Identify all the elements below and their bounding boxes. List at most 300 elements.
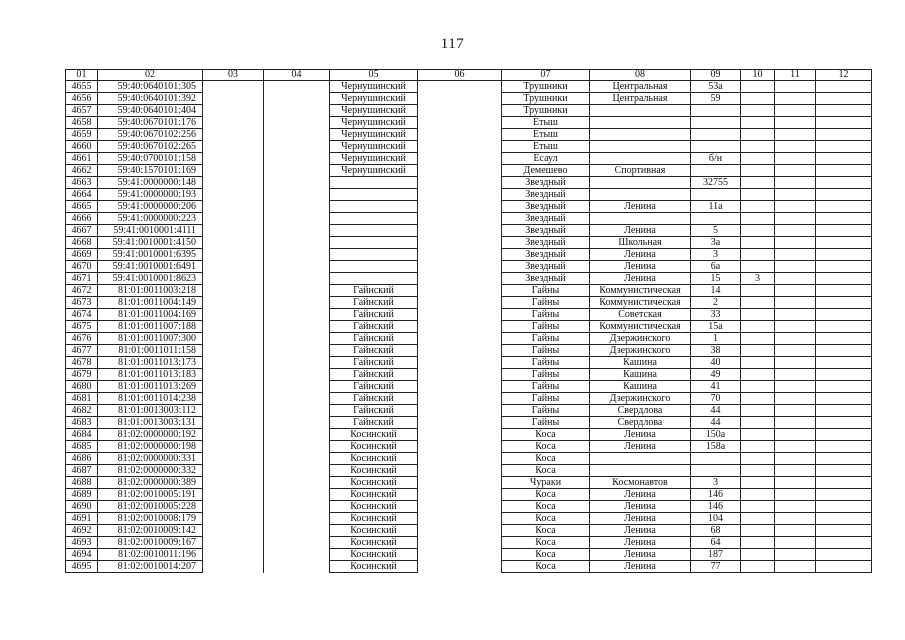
table-row	[66, 561, 872, 573]
table-row	[66, 453, 872, 465]
cell-col-8: Дзержинского	[590, 345, 691, 357]
cell-col-1: 4695	[66, 561, 98, 573]
cell-col-5: Косинский	[330, 513, 418, 525]
cell-col-5: Чернушинский	[330, 129, 418, 141]
cell-col-5: Косинский	[330, 537, 418, 549]
cell-col-5: Косинский	[330, 453, 418, 465]
cell-col-4	[264, 81, 330, 93]
cell-col-9: 77	[691, 561, 741, 573]
cell-col-7: Гайны	[502, 321, 590, 333]
cell-col-3	[203, 405, 264, 417]
cell-col-5: Гайнский	[330, 285, 418, 297]
cell-col-5: Гайнский	[330, 381, 418, 393]
cell-col-2: 81:02:0010009:142	[98, 525, 203, 537]
table-row	[66, 477, 872, 489]
cell-col-7: Чураки	[502, 477, 590, 489]
cell-col-10	[741, 201, 775, 213]
cell-col-1: 4662	[66, 165, 98, 177]
cell-col-5: Гайнский	[330, 309, 418, 321]
cell-col-4	[264, 501, 330, 513]
cell-col-9	[691, 105, 741, 117]
cell-col-10	[741, 141, 775, 153]
cell-col-10	[741, 477, 775, 489]
cell-col-7: Звездный	[502, 201, 590, 213]
table-row	[66, 333, 872, 345]
cell-col-1: 4690	[66, 501, 98, 513]
cell-col-7: Звездный	[502, 213, 590, 225]
cell-col-4	[264, 441, 330, 453]
cell-col-8	[590, 153, 691, 165]
cell-col-1: 4688	[66, 477, 98, 489]
cell-col-7: Гайны	[502, 369, 590, 381]
cell-col-4	[264, 165, 330, 177]
cell-col-5: Косинский	[330, 465, 418, 477]
cell-col-11	[775, 441, 816, 453]
cell-col-8	[590, 105, 691, 117]
cell-col-7: Звездный	[502, 177, 590, 189]
cell-col-3	[203, 477, 264, 489]
cell-col-1: 4687	[66, 465, 98, 477]
column-header-11: 11	[775, 70, 816, 81]
table-row	[66, 357, 872, 369]
cell-col-11	[775, 333, 816, 345]
cell-col-1: 4680	[66, 381, 98, 393]
cell-col-8: Коммунистическая	[590, 285, 691, 297]
cell-col-8: Космонавтов	[590, 477, 691, 489]
table-row	[66, 417, 872, 429]
cell-col-2: 81:01:0011014:238	[98, 393, 203, 405]
cell-col-3	[203, 441, 264, 453]
cell-col-8	[590, 141, 691, 153]
cell-col-3	[203, 189, 264, 201]
table-row	[66, 237, 872, 249]
table-row	[66, 117, 872, 129]
cell-col-11	[775, 309, 816, 321]
cell-col-12	[816, 537, 872, 549]
cell-col-5: Гайнский	[330, 345, 418, 357]
cell-col-4	[264, 561, 330, 573]
cell-col-8: Свердлова	[590, 405, 691, 417]
cell-col-4	[264, 477, 330, 489]
cell-col-8: Ленина	[590, 501, 691, 513]
cell-col-12	[816, 393, 872, 405]
cell-col-7: Гайны	[502, 285, 590, 297]
cell-col-5	[330, 237, 418, 249]
cell-col-4	[264, 453, 330, 465]
cell-col-6	[418, 405, 502, 417]
cell-col-5	[330, 249, 418, 261]
cell-col-5: Чернушинский	[330, 117, 418, 129]
cell-col-2: 59:41:0000000:193	[98, 189, 203, 201]
cell-col-12	[816, 165, 872, 177]
cell-col-2: 59:41:0000000:223	[98, 213, 203, 225]
cell-col-1: 4689	[66, 489, 98, 501]
table-row	[66, 405, 872, 417]
cell-col-8: Ленина	[590, 273, 691, 285]
cell-col-4	[264, 93, 330, 105]
cell-col-10	[741, 345, 775, 357]
cell-col-2: 59:41:0010001:6395	[98, 249, 203, 261]
cell-col-10	[741, 549, 775, 561]
cell-col-2: 59:40:0670102:265	[98, 141, 203, 153]
cell-col-6	[418, 297, 502, 309]
table-row	[66, 201, 872, 213]
cell-col-8: Дзержинского	[590, 333, 691, 345]
cell-col-11	[775, 321, 816, 333]
cell-col-10	[741, 153, 775, 165]
cell-col-3	[203, 561, 264, 573]
cell-col-2: 81:01:0011007:188	[98, 321, 203, 333]
table-row	[66, 129, 872, 141]
cell-col-3	[203, 93, 264, 105]
cell-col-2: 81:01:0011004:149	[98, 297, 203, 309]
cell-col-5	[330, 273, 418, 285]
cell-col-7: Гайны	[502, 393, 590, 405]
cell-col-12	[816, 321, 872, 333]
cell-col-10	[741, 333, 775, 345]
cell-col-1: 4673	[66, 297, 98, 309]
cell-col-6	[418, 561, 502, 573]
cell-col-7: Гайны	[502, 297, 590, 309]
cell-col-2: 59:41:0010001:4150	[98, 237, 203, 249]
cell-col-4	[264, 261, 330, 273]
cell-col-3	[203, 369, 264, 381]
cell-col-5: Гайнский	[330, 393, 418, 405]
table-row	[66, 177, 872, 189]
cell-col-9: 3	[691, 477, 741, 489]
cell-col-4	[264, 513, 330, 525]
cell-col-6	[418, 273, 502, 285]
table-row	[66, 273, 872, 285]
cell-col-3	[203, 129, 264, 141]
cell-col-11	[775, 501, 816, 513]
cell-col-2: 59:40:0700101:158	[98, 153, 203, 165]
cell-col-2: 81:02:0010014:207	[98, 561, 203, 573]
cell-col-3	[203, 297, 264, 309]
table-row	[66, 297, 872, 309]
cell-col-8: Ленина	[590, 441, 691, 453]
cell-col-7: Трушники	[502, 81, 590, 93]
cell-col-11	[775, 525, 816, 537]
cell-col-7: Коса	[502, 549, 590, 561]
cell-col-3	[203, 549, 264, 561]
cell-col-11	[775, 165, 816, 177]
cell-col-4	[264, 381, 330, 393]
cell-col-7: Коса	[502, 489, 590, 501]
cell-col-6	[418, 129, 502, 141]
cell-col-11	[775, 117, 816, 129]
cell-col-11	[775, 381, 816, 393]
cell-col-5: Гайнский	[330, 405, 418, 417]
cell-col-12	[816, 225, 872, 237]
cell-col-10	[741, 105, 775, 117]
cell-col-10	[741, 237, 775, 249]
cell-col-5: Чернушинский	[330, 141, 418, 153]
cell-col-1: 4663	[66, 177, 98, 189]
cell-col-4	[264, 537, 330, 549]
cell-col-8: Центральная	[590, 81, 691, 93]
table-row	[66, 141, 872, 153]
cell-col-6	[418, 549, 502, 561]
cell-col-12	[816, 153, 872, 165]
cell-col-7: Демешево	[502, 165, 590, 177]
cell-col-6	[418, 309, 502, 321]
cell-col-2: 81:01:0013003:131	[98, 417, 203, 429]
cell-col-6	[418, 381, 502, 393]
cell-col-5: Гайнский	[330, 417, 418, 429]
cell-col-1: 4661	[66, 153, 98, 165]
cell-col-7: Гайны	[502, 309, 590, 321]
column-header-4: 04	[264, 70, 330, 81]
cell-col-11	[775, 177, 816, 189]
cell-col-5: Косинский	[330, 501, 418, 513]
cell-col-7: Звездный	[502, 225, 590, 237]
cell-col-6	[418, 525, 502, 537]
cell-col-11	[775, 249, 816, 261]
cell-col-12	[816, 117, 872, 129]
cell-col-8: Ленина	[590, 561, 691, 573]
cell-col-6	[418, 261, 502, 273]
cell-col-4	[264, 345, 330, 357]
cell-col-12	[816, 309, 872, 321]
cell-col-10	[741, 393, 775, 405]
cell-col-4	[264, 117, 330, 129]
cell-col-9	[691, 165, 741, 177]
cell-col-8: Свердлова	[590, 417, 691, 429]
cell-col-8: Коммунистическая	[590, 321, 691, 333]
cell-col-9: 70	[691, 393, 741, 405]
cell-col-1: 4677	[66, 345, 98, 357]
column-header-3: 03	[203, 70, 264, 81]
cell-col-12	[816, 417, 872, 429]
cell-col-11	[775, 141, 816, 153]
cell-col-9: 150а	[691, 429, 741, 441]
cell-col-6	[418, 513, 502, 525]
column-header-6: 06	[418, 70, 502, 81]
cell-col-12	[816, 453, 872, 465]
cell-col-1: 4679	[66, 369, 98, 381]
cell-col-4	[264, 489, 330, 501]
cell-col-3	[203, 285, 264, 297]
cell-col-5: Косинский	[330, 489, 418, 501]
cell-col-9: 15а	[691, 321, 741, 333]
cell-col-4	[264, 105, 330, 117]
cell-col-9: 53а	[691, 81, 741, 93]
cell-col-7: Етыш	[502, 117, 590, 129]
cell-col-1: 4670	[66, 261, 98, 273]
cell-col-3	[203, 501, 264, 513]
table-row	[66, 309, 872, 321]
cell-col-10	[741, 285, 775, 297]
cell-col-2: 81:02:0010008:179	[98, 513, 203, 525]
cell-col-6	[418, 489, 502, 501]
cell-col-4	[264, 201, 330, 213]
cell-col-8	[590, 129, 691, 141]
cell-col-8: Коммунистическая	[590, 297, 691, 309]
cell-col-8	[590, 213, 691, 225]
cell-col-6	[418, 417, 502, 429]
cell-col-2: 81:01:0011011:158	[98, 345, 203, 357]
cell-col-9: 3а	[691, 237, 741, 249]
cell-col-2: 81:02:0000000:192	[98, 429, 203, 441]
cell-col-9: 6а	[691, 261, 741, 273]
cell-col-7: Коса	[502, 453, 590, 465]
cell-col-6	[418, 189, 502, 201]
cell-col-11	[775, 237, 816, 249]
cell-col-12	[816, 381, 872, 393]
cell-col-3	[203, 429, 264, 441]
cell-col-10	[741, 129, 775, 141]
cell-col-10	[741, 381, 775, 393]
cell-col-10	[741, 513, 775, 525]
cell-col-1: 4691	[66, 513, 98, 525]
cell-col-9: 44	[691, 417, 741, 429]
cell-col-12	[816, 201, 872, 213]
table-row	[66, 537, 872, 549]
cell-col-3	[203, 453, 264, 465]
cell-col-9: 68	[691, 525, 741, 537]
cell-col-6	[418, 249, 502, 261]
cell-col-6	[418, 369, 502, 381]
cell-col-4	[264, 465, 330, 477]
column-header-1: 01	[66, 70, 98, 81]
cell-col-9: 104	[691, 513, 741, 525]
cell-col-4	[264, 285, 330, 297]
cell-col-11	[775, 489, 816, 501]
cell-col-11	[775, 465, 816, 477]
cell-col-6	[418, 357, 502, 369]
cell-col-10	[741, 561, 775, 573]
cell-col-10	[741, 249, 775, 261]
cell-col-3	[203, 105, 264, 117]
cell-col-1: 4675	[66, 321, 98, 333]
cell-col-11	[775, 105, 816, 117]
table-row	[66, 225, 872, 237]
cell-col-11	[775, 285, 816, 297]
cell-col-2: 59:40:0670101:176	[98, 117, 203, 129]
cell-col-10	[741, 417, 775, 429]
cell-col-9: 15	[691, 273, 741, 285]
column-header-9: 09	[691, 70, 741, 81]
cell-col-6	[418, 213, 502, 225]
cell-col-8: Советская	[590, 309, 691, 321]
cell-col-7: Трушники	[502, 105, 590, 117]
cell-col-11	[775, 189, 816, 201]
cell-col-6	[418, 201, 502, 213]
cell-col-6	[418, 393, 502, 405]
cell-col-2: 81:02:0000000:389	[98, 477, 203, 489]
table-row	[66, 165, 872, 177]
cell-col-7: Гайны	[502, 333, 590, 345]
cell-col-1: 4660	[66, 141, 98, 153]
table-row	[66, 285, 872, 297]
cell-col-4	[264, 525, 330, 537]
cell-col-9: 33	[691, 309, 741, 321]
cell-col-4	[264, 321, 330, 333]
cell-col-3	[203, 213, 264, 225]
cell-col-1: 4657	[66, 105, 98, 117]
cell-col-8: Кашина	[590, 357, 691, 369]
cell-col-5	[330, 213, 418, 225]
cell-col-6	[418, 141, 502, 153]
cell-col-7: Коса	[502, 537, 590, 549]
cell-col-3	[203, 177, 264, 189]
cell-col-2: 59:40:0640101:392	[98, 93, 203, 105]
cell-col-3	[203, 225, 264, 237]
cell-col-12	[816, 549, 872, 561]
cell-col-5: Косинский	[330, 429, 418, 441]
table-row	[66, 513, 872, 525]
cell-col-2: 81:02:0010009:167	[98, 537, 203, 549]
cell-col-2: 59:40:1570101:169	[98, 165, 203, 177]
cell-col-2: 59:40:0640101:404	[98, 105, 203, 117]
cell-col-2: 81:02:0000000:331	[98, 453, 203, 465]
cell-col-7: Трушники	[502, 93, 590, 105]
cell-col-7: Звездный	[502, 249, 590, 261]
cell-col-11	[775, 225, 816, 237]
cell-col-8: Ленина	[590, 525, 691, 537]
cell-col-9: 14	[691, 285, 741, 297]
cell-col-12	[816, 489, 872, 501]
cell-col-5: Гайнский	[330, 297, 418, 309]
table-row	[66, 393, 872, 405]
cell-col-7: Коса	[502, 441, 590, 453]
cell-col-6	[418, 225, 502, 237]
cell-col-10	[741, 261, 775, 273]
cell-col-2: 59:41:0010001:4111	[98, 225, 203, 237]
cell-col-6	[418, 453, 502, 465]
cell-col-5	[330, 225, 418, 237]
cell-col-8: Ленина	[590, 549, 691, 561]
cell-col-7: Звездный	[502, 273, 590, 285]
cell-col-9	[691, 453, 741, 465]
cell-col-9	[691, 465, 741, 477]
cell-col-6	[418, 165, 502, 177]
cell-col-4	[264, 153, 330, 165]
table-row	[66, 105, 872, 117]
cell-col-5	[330, 177, 418, 189]
cell-col-4	[264, 393, 330, 405]
cell-col-12	[816, 249, 872, 261]
cell-col-2: 81:02:0010005:228	[98, 501, 203, 513]
cell-col-7: Етыш	[502, 141, 590, 153]
cell-col-12	[816, 333, 872, 345]
cell-col-10	[741, 81, 775, 93]
table-row	[66, 381, 872, 393]
cell-col-4	[264, 213, 330, 225]
cell-col-11	[775, 261, 816, 273]
cell-col-9: 5	[691, 225, 741, 237]
cell-col-7: Звездный	[502, 261, 590, 273]
cell-col-7: Звездный	[502, 237, 590, 249]
cell-col-3	[203, 489, 264, 501]
cell-col-8: Ленина	[590, 201, 691, 213]
cell-col-5: Косинский	[330, 477, 418, 489]
cell-col-1: 4664	[66, 189, 98, 201]
cell-col-10	[741, 405, 775, 417]
cell-col-8: Спортивная	[590, 165, 691, 177]
cell-col-7: Коса	[502, 429, 590, 441]
cell-col-8: Ленина	[590, 537, 691, 549]
cell-col-8	[590, 117, 691, 129]
cell-col-8	[590, 453, 691, 465]
table-row	[66, 489, 872, 501]
cell-col-7: Гайны	[502, 345, 590, 357]
cell-col-1: 4666	[66, 213, 98, 225]
table-row	[66, 249, 872, 261]
cell-col-3	[203, 417, 264, 429]
cell-col-4	[264, 225, 330, 237]
